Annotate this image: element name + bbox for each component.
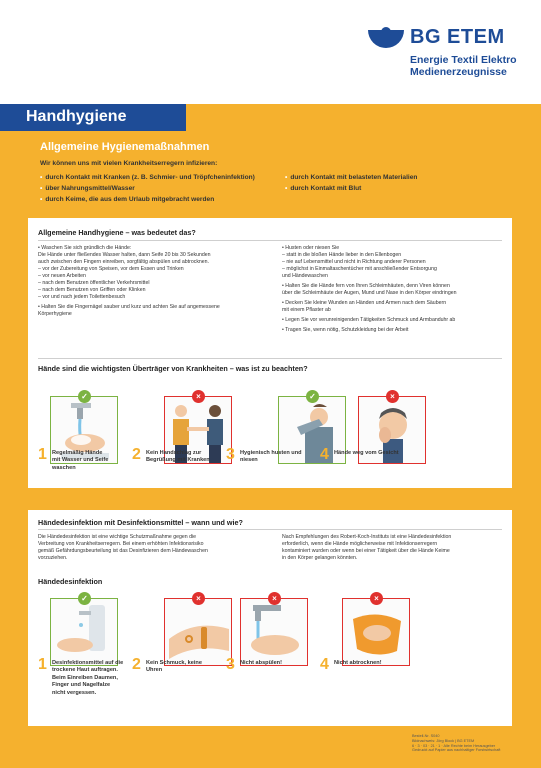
page-title: Handhygiene: [26, 108, 127, 125]
hand-hygiene-panel: [28, 218, 512, 488]
text-line: Nach Empfehlungen des Robert-Koch-Instituts ist eine Händedesinfektion: [282, 534, 452, 540]
text-line: – nach dem Benutzen öffentlicher Verkehrsmittel: [38, 280, 150, 286]
section3-left-text: [38, 534, 208, 562]
intro-lead: Wir können uns mit vielen Krankheitserregern infizieren:: [40, 160, 218, 167]
text-line: • Waschen Sie sich gründlich die Hände:: [38, 245, 132, 251]
text-line: über die Schleimhäute der Augen, Mund und Nase in den Körper eindringen: [282, 290, 457, 296]
header-area: [0, 0, 541, 104]
text-line: Körperhygiene: [38, 311, 72, 317]
divider: [38, 529, 502, 530]
step-caption: Regelmäßig Hände mit Wasser und Seife waschen: [52, 450, 109, 471]
step-caption: Desinfektionsmittel auf die trockene Haut auftragen. Beim Einreiben Daumen, Finger und Nagelfalze nicht vergessen.: [52, 660, 124, 696]
text-line: erforderlich, wenn die Hände möglicherweise mit Infektionserregern: [282, 541, 438, 547]
brand-logo: [366, 24, 536, 94]
step-number: 3: [226, 656, 235, 673]
step-number: 1: [38, 446, 47, 463]
text-line: – nach dem Benutzen von Griffen oder Klinken: [38, 287, 146, 293]
step-caption: Nicht abspülen!: [240, 660, 282, 666]
text-line: vorzuziehen.: [38, 555, 68, 561]
forbidden-icon: ×: [370, 592, 383, 605]
text-line: • Decken Sie kleine Wunden an Händen und Armen nach dem Säubern: [282, 300, 447, 306]
divider: [38, 358, 502, 359]
divider: [38, 240, 502, 241]
check-icon: ✓: [78, 592, 91, 605]
step-number: 1: [38, 656, 47, 673]
forbidden-icon: ×: [268, 592, 281, 605]
footer-info: [412, 734, 500, 753]
text-line: gemäß Gefährdungsbeurteilung ist das Desinfizieren dem Händewaschen: [38, 548, 208, 554]
rinsing-picture: [240, 598, 308, 666]
footer-line: Gedruckt auf Papier aus nachhaltiger Forstwirtschaft: [412, 748, 501, 753]
text-line: und Händewaschen: [282, 273, 328, 279]
text-line: • Halten Sie die Hände fern von Ihren Schleimhäuten, denn Viren können: [282, 283, 450, 289]
footer-line: Bildnachweis: Jörg Block | BG ETEM: [412, 738, 475, 743]
brand-subtitle-line2: Medienerzeugnisse: [410, 66, 507, 78]
section2-heading: Hände sind die wichtigsten Überträger von Krankheiten – was ist zu beachten?: [38, 364, 308, 373]
section3-right-text: [282, 534, 451, 562]
section1-heading: Allgemeine Handhygiene – was bedeutet das?: [38, 228, 196, 237]
text-line: Die Händedesinfektion ist eine wichtige Schutzmaßnahme gegen die: [38, 534, 197, 540]
jewelry-picture: [164, 598, 232, 666]
forbidden-icon: ×: [386, 390, 399, 403]
text-line: – möglichst in Einmaltaschentücher mit anschließender Entsorgung: [282, 266, 437, 272]
text-line: Die Hände unter fließendes Wasser halten, dann Seife 20 bis 30 Sekunden: [38, 252, 211, 258]
brand-subtitle: [410, 54, 517, 78]
text-line: Verbreitung von Krankheitserregern. Bei einem erhöhten Infektionsrisiko: [38, 541, 204, 547]
step-number: 4: [320, 446, 329, 463]
step-caption: Hände weg vom Gesicht: [334, 450, 399, 456]
intro-list-left: [40, 172, 255, 205]
footer-line: Bestell-Nr. S040: [412, 734, 440, 738]
step-caption: Nicht abtrocknen!: [334, 660, 382, 666]
page-title-bar: [0, 104, 186, 131]
section1-right-text: [282, 245, 456, 334]
brand-name: BG ETEM: [410, 26, 505, 48]
step-number: 2: [132, 656, 141, 673]
section3-heading: Händedesinfektion mit Desinfektionsmittel – wann und wie?: [38, 518, 243, 527]
text-line: – statt in die bloßen Hände lieber in den Ellenbogen: [282, 252, 402, 258]
list-item: • durch Keime, die aus dem Urlaub mitgebracht werden: [40, 196, 215, 203]
text-line: • Legen Sie vor verunreinigenden Tätigkeiten Schmuck und Armbanduhr ab: [282, 317, 456, 323]
step-number: 4: [320, 656, 329, 673]
text-line: – nie auf Lebensmittel und nicht in Richtung anderer Personen: [282, 259, 426, 265]
disinfectant-dispenser-picture: [50, 598, 118, 666]
forbidden-icon: ×: [192, 592, 205, 605]
step-caption: Kein Schmuck, keine Uhren: [146, 660, 202, 674]
text-line: mit einem Pflaster ab: [282, 307, 331, 313]
list-item: • durch Kontakt mit Blut: [285, 185, 362, 192]
text-line: – vor und nach jedem Toilettenbesuch: [38, 294, 126, 300]
check-icon: ✓: [306, 390, 319, 403]
step-caption: Hygienisch husten und niesen: [240, 450, 302, 464]
list-item: • durch Kontakt mit belasteten Materialien: [285, 174, 418, 181]
footer-line: 6 · 3 · 03 · 21 · 1 · Alle Rechte beim Herausgeber: [412, 743, 496, 748]
section3-subheading: Händedesinfektion: [38, 577, 103, 586]
list-item: • durch Kontakt mit Kranken (z. B. Schmier- und Tröpfcheninfektion): [40, 174, 255, 181]
check-icon: ✓: [78, 390, 91, 403]
text-line: auch zwischen den Fingern einreiben, sorgfältig abspülen und abtrocknen.: [38, 259, 210, 265]
text-line: • Husten oder niesen Sie: [282, 245, 340, 251]
step-caption: Kein Handschlag zur Begrüßung mit Kranken: [146, 450, 210, 464]
text-line: – vor neuen Arbeiten: [38, 273, 86, 279]
list-item: • über Nahrungsmittel/Wasser: [40, 185, 135, 192]
drying-towel-picture: [342, 598, 410, 666]
brand-subtitle-line1: Energie Textil Elektro: [410, 54, 517, 66]
intro-list-right: [285, 172, 417, 194]
step-number: 3: [226, 446, 235, 463]
disinfection-panel: [28, 510, 512, 726]
text-line: kontaminiert wurden oder wenn bei einer Tätigkeit über die Hände Keime: [282, 548, 450, 554]
text-line: • Halten Sie die Fingernägel sauber und kurz und achten Sie auf angemessene: [38, 304, 220, 310]
bg-etem-logo-icon: [366, 26, 406, 56]
intro-heading: Allgemeine Hygienemaßnahmen: [40, 141, 210, 153]
text-line: in den Körper gelangen könnten.: [282, 555, 358, 561]
text-line: – vor der Zubereitung von Speisen, vor dem Essen und Trinken: [38, 266, 184, 272]
text-line: • Tragen Sie, wenn nötig, Schutzkleidung bei der Arbeit: [282, 327, 409, 333]
step-number: 2: [132, 446, 141, 463]
forbidden-icon: ×: [192, 390, 205, 403]
section1-left-text: [38, 245, 220, 318]
